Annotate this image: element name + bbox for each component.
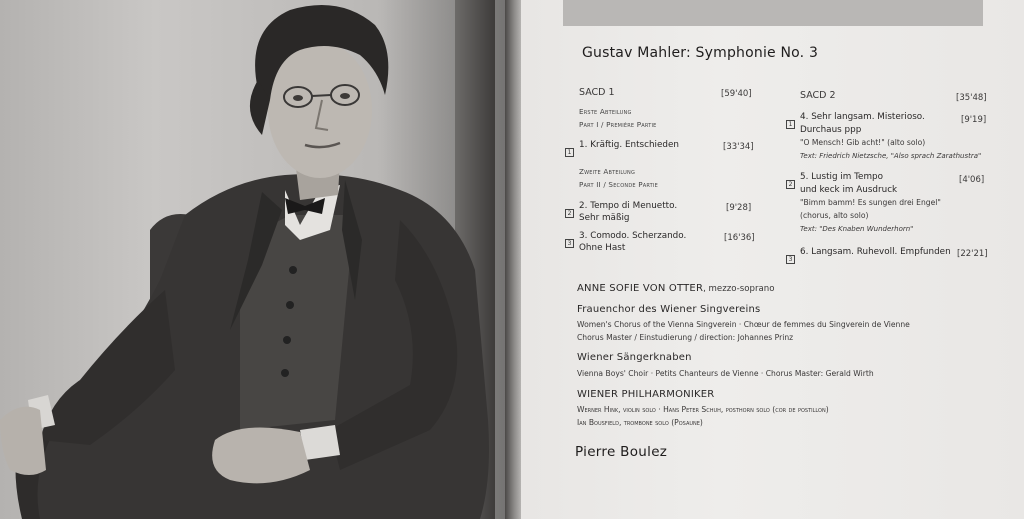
soloist-line (577, 276, 774, 295)
track-number-box: 2 (786, 171, 795, 190)
sacd2-track6-duration: [22'21] (957, 249, 988, 259)
sacd2-label: SACD 2 (800, 90, 836, 101)
soloist-role: , mezzo-soprano (703, 284, 775, 294)
track-number-box: 3 (786, 246, 795, 265)
track-number-box: 3 (565, 230, 574, 249)
sacd2-track5-vocal: "Bimm bamm! Es sungen drei Engel" (800, 198, 941, 207)
sacd2-track5-duration: [4'06] (959, 175, 985, 185)
choir2-name: Wiener Sängerknaben (577, 352, 692, 363)
orchestra-trombone-solo: Ian Bousfield, trombone solo (Posaune) (577, 418, 703, 427)
track-number-box: 1 (786, 111, 795, 130)
part2-heading: Zweite Abteilung (579, 167, 636, 176)
choir1-chorus-master: Chorus Master / Einstudierung / direction: Johannes Prinz (577, 333, 794, 342)
sacd2-track5-text-credit: Text: "Des Knaben Wunderhorn" (800, 225, 914, 233)
sacd2-track6-title: 6. Langsam. Ruhevoll. Empfunden (800, 247, 951, 257)
part2-subheading: Part II / Seconde Partie (579, 180, 658, 189)
track-number-box: 2 (565, 200, 574, 219)
orchestra-soloists: Werner Hink, violin solo · Hans Peter Schuh, posthorn solo (cor de postillon) (577, 405, 829, 414)
sacd2-track4-subtitle: Durchaus ppp (800, 125, 862, 135)
soloist-name: ANNE SOFIE VON OTTER (577, 283, 704, 294)
part1-subheading: Part I / Première Partie (579, 120, 657, 129)
sacd1-track3-duration: [16'36] (724, 233, 755, 243)
sacd1-track3-title: 3. Comodo. Scherzando. (579, 231, 687, 241)
sacd2-track4-vocal: "O Mensch! Gib acht!" (alto solo) (800, 138, 926, 147)
sacd2-track4-duration: [9'19] (961, 115, 987, 125)
choir1-translation: Women's Chorus of the Vienna Singverein · Chœur de femmes du Singverein de Vienne (577, 320, 910, 329)
choir1-name: Frauenchor des Wiener Singvereins (577, 304, 761, 315)
sacd2-track4-text-credit: Text: Friedrich Nietzsche, "Also sprach Zarathustra" (800, 152, 982, 160)
sacd2-track5-performers: (chorus, alto solo) (800, 211, 869, 220)
sacd1-track1-duration: [33'34] (723, 142, 754, 152)
choir2-details: Vienna Boys' Choir · Petits Chanteurs de Vienne · Chorus Master: Gerald Wirth (577, 369, 874, 378)
part1-heading: Erste Abteilung (579, 107, 632, 116)
top-grey-band (563, 0, 983, 26)
sacd1-track2-title: 2. Tempo di Menuetto. (579, 201, 678, 211)
sacd1-track3-subtitle: Ohne Hast (579, 243, 626, 253)
sacd2-track5-subtitle: und keck im Ausdruck (800, 185, 898, 195)
page-title: Gustav Mahler: Symphonie No. 3 (582, 45, 819, 61)
sacd2-track4-title: 4. Sehr langsam. Misterioso. (800, 112, 925, 122)
booklet-text-page (521, 0, 1024, 519)
sacd1-duration: [59'40] (721, 89, 752, 99)
sacd1-label: SACD 1 (579, 87, 615, 98)
sacd1-track2-subtitle: Sehr mäßig (579, 213, 630, 223)
conductor-name: Pierre Boulez (575, 444, 668, 460)
sacd1-track2-duration: [9'28] (726, 203, 752, 213)
orchestra-name: WIENER PHILHARMONIKER (577, 389, 715, 400)
sacd2-duration: [35'48] (956, 93, 987, 103)
track-number-box: 1 (565, 139, 574, 158)
sacd2-track5-title: 5. Lustig im Tempo (800, 172, 884, 182)
sacd1-track1-title: 1. Kräftig. Entschieden (579, 140, 679, 150)
